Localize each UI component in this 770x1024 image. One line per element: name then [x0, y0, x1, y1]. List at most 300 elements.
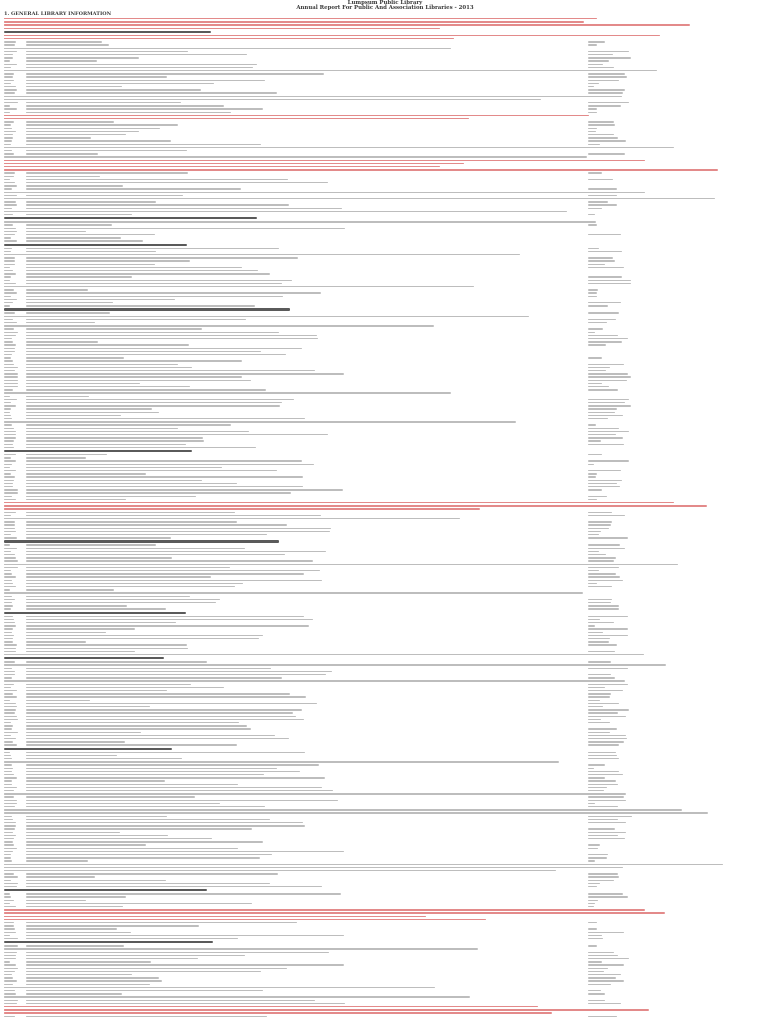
report-row-number [4, 787, 17, 788]
report-row-value [588, 431, 629, 432]
report-row-text [4, 70, 657, 71]
report-row-text [26, 961, 151, 962]
report-row-number [4, 928, 15, 929]
report-row-number [4, 257, 15, 258]
report-row-text [26, 89, 201, 90]
report-row-text [26, 964, 344, 965]
report-row-value [588, 76, 627, 77]
report-row-text [26, 628, 135, 629]
report-row-value [588, 54, 613, 55]
report-row-number [4, 251, 11, 252]
report-row-number [4, 201, 16, 202]
report-row-value [588, 418, 608, 419]
report-row-value [588, 335, 618, 336]
report-row-text [26, 440, 204, 441]
report-row-text [26, 974, 132, 975]
report-row-value [588, 873, 618, 874]
report-row-text [26, 860, 88, 861]
report-row-value [588, 92, 623, 93]
report-row-value [588, 234, 621, 235]
report-row-heading [4, 657, 164, 659]
report-row-text [4, 654, 644, 655]
report-row-number [4, 470, 16, 471]
report-row-value [588, 638, 610, 639]
report-row-text [26, 716, 296, 717]
report-row-text [26, 687, 224, 688]
report-row-number [4, 185, 17, 186]
report-row-number [4, 586, 16, 587]
report-row-value [588, 900, 598, 901]
report-row-value [588, 922, 597, 923]
report-row-value [588, 276, 622, 277]
report-row-text [26, 408, 152, 409]
report-row-value [588, 945, 597, 946]
report-row-number [4, 412, 10, 413]
report-title-block [0, 1, 770, 11]
report-row-value [588, 283, 631, 284]
report-row-text [4, 996, 470, 997]
report-row-number [4, 958, 16, 959]
report-row-value [588, 977, 616, 978]
report-row-number [4, 80, 14, 81]
report-row-number [4, 638, 13, 639]
report-row-number [4, 896, 11, 897]
report-row-value [588, 599, 612, 600]
report-row-number [4, 424, 12, 425]
report-row-number [4, 719, 18, 720]
report-row-number [4, 580, 12, 581]
report-row-value [588, 796, 624, 797]
report-row-text [26, 896, 126, 897]
report-row-number [4, 851, 13, 852]
report-row-value [588, 357, 602, 358]
report-row-number [4, 548, 17, 549]
report-row-text [26, 790, 333, 791]
report-row-number [4, 755, 11, 756]
report-row-text [4, 316, 529, 317]
report-row-value [588, 102, 629, 103]
report-row-number [4, 492, 18, 493]
report-row-value [588, 412, 615, 413]
report-row-heading [4, 450, 192, 452]
report-row-text [26, 92, 277, 93]
report-row-text [4, 99, 541, 100]
report-row-number [4, 354, 12, 355]
report-row-heading [4, 217, 257, 219]
report-row-text [26, 312, 110, 313]
report-row-number [4, 341, 13, 342]
report-row-value [588, 376, 631, 377]
report-row-text [26, 486, 303, 487]
report-row-text [26, 644, 187, 645]
report-row-number [4, 467, 10, 468]
report-row-number [4, 102, 18, 103]
report-row-text [26, 124, 178, 125]
report-row-text [26, 376, 242, 377]
report-row-value [588, 844, 600, 845]
report-row-text [26, 64, 257, 65]
report-row-value [588, 60, 609, 61]
report-row-number [4, 628, 13, 629]
report-row-number [4, 984, 13, 985]
report-row-number [4, 709, 16, 710]
report-row-text [26, 460, 302, 461]
report-row-number [4, 273, 16, 274]
report-row-number [4, 806, 15, 807]
report-row-number [4, 360, 13, 361]
report-row-text [26, 819, 270, 820]
report-row-text [26, 599, 220, 600]
report-row-text [26, 351, 261, 352]
report-row-number [4, 370, 15, 371]
report-row [0, 308, 770, 311]
report-row-number [4, 796, 14, 797]
report-row-number [4, 380, 18, 381]
report-row-text [26, 273, 270, 274]
report-row-number [4, 319, 13, 320]
report-row-text [4, 518, 460, 519]
report-row-number [4, 768, 13, 769]
report-row-value [588, 619, 600, 620]
report-row-number [4, 860, 12, 861]
report-row-value [588, 560, 614, 561]
report-row-text [26, 777, 325, 778]
report-row-value [588, 57, 631, 58]
report-row-value [588, 380, 627, 381]
report-row-number [4, 706, 17, 707]
report-row-text [4, 680, 625, 681]
report-row-value [588, 755, 617, 756]
report-row-number [4, 128, 12, 129]
report-row-number [4, 486, 13, 487]
report-row-value [588, 771, 619, 772]
report-row-text [26, 335, 317, 336]
report-row-text [26, 224, 112, 225]
report-row-number [4, 774, 14, 775]
report-row-text [26, 774, 264, 775]
report-row-number [4, 92, 15, 93]
report-row-text [4, 564, 678, 565]
report-row-value [588, 89, 625, 90]
report-row-number [4, 925, 14, 926]
report-row-text [26, 806, 265, 807]
report-row-number [4, 51, 17, 52]
report-row-text [26, 476, 303, 477]
report-row-text [26, 405, 280, 406]
report-row-value [588, 415, 623, 416]
report-row-text [26, 521, 237, 522]
report-row-number [4, 687, 11, 688]
report-subtitle: Annual Report For Public And Association Libraries - 2013 [296, 5, 474, 12]
report-row-number [4, 483, 13, 484]
report-row-value [588, 108, 597, 109]
report-row-text [26, 496, 196, 497]
report-row-text [26, 551, 326, 552]
report-row-value [588, 470, 621, 471]
report-row-text [26, 150, 187, 151]
report-row-number [4, 332, 18, 333]
report-row-text [26, 380, 251, 381]
report-row-number [4, 322, 17, 323]
report-row-number [4, 835, 16, 836]
report-row-text [4, 211, 567, 212]
report-row-text [26, 709, 302, 710]
report-row-number [4, 854, 11, 855]
report-row-value [588, 248, 599, 249]
report-row-number [4, 312, 15, 313]
report-row-value [588, 296, 597, 297]
report-row-text [4, 812, 708, 813]
report-row-text [26, 980, 162, 981]
report-row-text [26, 373, 344, 374]
report-row-value [588, 958, 629, 959]
report-row-number [4, 296, 11, 297]
report-row-number [4, 732, 18, 733]
report-row-value [588, 971, 604, 972]
report-row-number [4, 841, 13, 842]
report-row-number [4, 780, 12, 781]
report-row-number [4, 735, 11, 736]
report-row-number [4, 531, 16, 532]
report-row-text [4, 21, 584, 22]
report-row-number [4, 608, 11, 609]
report-row-value [588, 719, 601, 720]
report-row-text [4, 156, 587, 157]
report-row-text [26, 900, 86, 901]
report-row-number [4, 777, 17, 778]
report-row-text [26, 296, 283, 297]
report-row-value [588, 134, 614, 135]
report-row-value [588, 370, 606, 371]
report-row-value [588, 774, 623, 775]
report-row-text [26, 280, 292, 281]
report-row-value [588, 974, 621, 975]
report-row-value [588, 580, 623, 581]
report-row-text [4, 38, 454, 39]
report-row-value [588, 473, 597, 474]
report-row-value [588, 955, 618, 956]
report-row-number [4, 41, 16, 42]
report-row-text [26, 880, 166, 881]
report-row-number [4, 512, 16, 513]
report-row-value [588, 644, 617, 645]
report-row-number [4, 179, 10, 180]
report-row [0, 540, 770, 543]
report-row-value [588, 674, 611, 675]
report-row-number [4, 703, 16, 704]
report-row-value [588, 434, 616, 435]
report-row-value [588, 428, 619, 429]
report-row-number [4, 1003, 17, 1004]
report-row-number [4, 725, 13, 726]
report-row-text [26, 993, 122, 994]
report-row-value [588, 195, 617, 196]
report-row-number [4, 744, 17, 745]
report-row-text [26, 528, 331, 529]
report-row-number [4, 644, 17, 645]
report-row-value [588, 758, 619, 759]
report-row-value [588, 289, 598, 290]
report-row-text [26, 971, 261, 972]
report-row-value [588, 51, 629, 52]
report-row-value [588, 625, 595, 626]
report-row-number [4, 832, 13, 833]
report-row-value [588, 64, 603, 65]
report-row-value [588, 464, 594, 465]
report-row-number [4, 86, 16, 87]
report-row-number [4, 289, 14, 290]
report-row-number [4, 338, 12, 339]
report-row-value [588, 399, 629, 400]
report-row-value [588, 932, 624, 933]
report-row-value [588, 302, 621, 303]
report-row-text [26, 738, 289, 739]
report-row-text [26, 883, 270, 884]
report-row-number [4, 440, 14, 441]
report-row-heading [4, 612, 186, 614]
report-row-number [4, 137, 13, 138]
report-row-number [4, 741, 13, 742]
report-row-number [4, 838, 14, 839]
report-row-text [26, 712, 293, 713]
report-row-number [4, 857, 11, 858]
report-row [0, 612, 770, 615]
report-row-text [26, 548, 245, 549]
report-row-value [588, 1016, 617, 1017]
report-row-text [26, 844, 146, 845]
report-row-text [26, 641, 86, 642]
report-row-value [588, 172, 602, 173]
report-row-number [4, 893, 10, 894]
report-row-number [4, 276, 11, 277]
report-row-number [4, 182, 15, 183]
report-row-value [588, 570, 599, 571]
report-row-text [26, 851, 344, 852]
report-row-text [26, 557, 172, 558]
report-row-text [26, 360, 242, 361]
report-row-number [4, 237, 11, 238]
report-row-number [4, 619, 14, 620]
report-row-text [26, 299, 175, 300]
report-row-value [588, 260, 615, 261]
report-row-value [588, 883, 600, 884]
report-row-number [4, 848, 17, 849]
report-row-value [588, 121, 614, 122]
report-row-value [588, 696, 610, 697]
report-row-value [588, 267, 624, 268]
report-row-number [4, 76, 13, 77]
report-row-heading [4, 308, 290, 310]
report-row-text [26, 684, 191, 685]
report-row-text [26, 854, 272, 855]
report-row-text [26, 332, 279, 333]
report-row-text [26, 935, 344, 936]
report-row-value [588, 131, 596, 132]
report-row-value [588, 848, 598, 849]
report-row-value [588, 641, 609, 642]
report-row-text [26, 76, 167, 77]
report-row-number [4, 444, 13, 445]
report-row-text [4, 198, 715, 199]
report-row-text [26, 945, 124, 946]
report-row-text [26, 1000, 315, 1001]
report-row-value [588, 486, 620, 487]
report-row-heading [4, 748, 172, 750]
report-row-number [4, 176, 14, 177]
report-row-value [588, 140, 626, 141]
report-row-number [4, 1000, 18, 1001]
report-row-text [26, 457, 86, 458]
report-row-number [4, 977, 13, 978]
report-row-value [588, 367, 610, 368]
report-row-text [26, 696, 306, 697]
report-row-text [26, 83, 214, 84]
report-row-text [26, 57, 139, 58]
report-row-value [588, 548, 625, 549]
report-row-number [4, 873, 14, 874]
report-row-text [26, 418, 305, 419]
report-row-text [26, 354, 286, 355]
report-row-value [588, 204, 617, 205]
report-row-text [26, 276, 132, 277]
report-row-text [26, 796, 195, 797]
report-row-number [4, 880, 11, 881]
report-row-text [26, 651, 135, 652]
report-row-text [26, 977, 159, 978]
report-row-text [26, 302, 113, 303]
report-row-number [4, 383, 18, 384]
report-row-value [588, 787, 607, 788]
report-row-text [26, 841, 263, 842]
report-row-value [588, 732, 610, 733]
report-row-text [4, 909, 645, 910]
report-row-text [26, 580, 322, 581]
report-row-number [4, 134, 13, 135]
report-row-text [26, 489, 343, 490]
report-row-value [588, 576, 620, 577]
report-row-number [4, 938, 18, 939]
report-row-text [26, 886, 322, 887]
report-row-number [4, 524, 15, 525]
report-row-text [26, 822, 303, 823]
report-row-value [588, 124, 615, 125]
report-row-number [4, 822, 16, 823]
report-row-number [4, 89, 17, 90]
report-row-value [588, 105, 621, 106]
report-row-value [588, 257, 613, 258]
report-row-value [588, 860, 595, 861]
report-row-number [4, 980, 17, 981]
report-row-value [588, 454, 602, 455]
report-row [0, 1016, 770, 1019]
report-row-text [26, 467, 222, 468]
report-row-text [4, 166, 440, 167]
report-row-number [4, 144, 11, 145]
report-row-number [4, 648, 16, 649]
report-row-number [4, 961, 10, 962]
report-row-number [4, 267, 10, 268]
report-row-value [588, 476, 596, 477]
report-row-value [588, 893, 623, 894]
report-row-value [588, 112, 597, 113]
report-row-number [4, 299, 17, 300]
report-row-text [26, 176, 100, 177]
report-row [0, 450, 770, 453]
report-row-value [588, 780, 616, 781]
report-row-number [4, 771, 12, 772]
report-row-text [26, 454, 107, 455]
report-row-text [26, 483, 237, 484]
